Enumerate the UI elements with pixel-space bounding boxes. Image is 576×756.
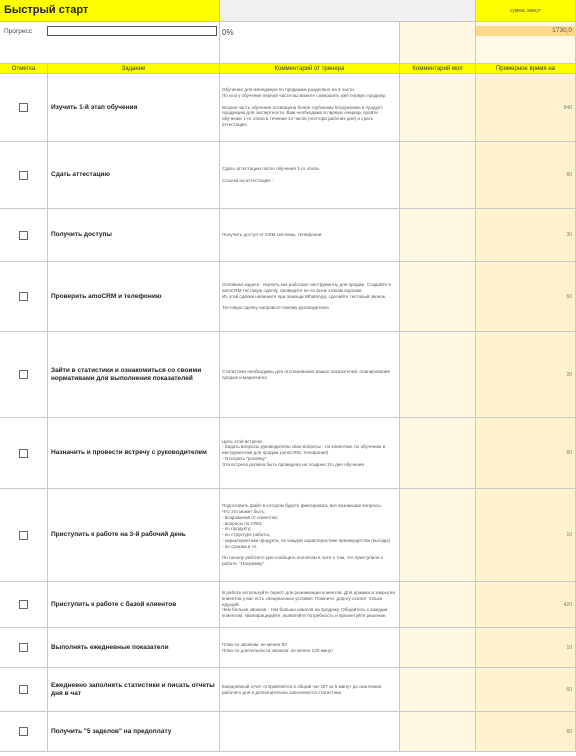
trainer-comment — [220, 668, 400, 712]
mop-comment-field[interactable] — [400, 332, 476, 418]
time-value: 60 — [476, 262, 576, 332]
trainer-comment — [220, 628, 400, 668]
progress-label: Прогресс — [4, 28, 33, 35]
trainer-comment-text: Статистики необходимы для отслеживания ваших показателей, планирования продаж и маркетинга — [222, 368, 390, 380]
mark-cell — [0, 712, 48, 752]
trainer-comment-text: Цель этой встречи: - Задать вопросы руководителю свои вопросы - по клиентам, по обучению и инструментам для продаж (amoCRM, телефония) - Отыграть "ролевку" Эта встреча должна быть проведена не позднее 2го дня обучения — [222, 438, 386, 467]
total-label: сумма, минут — [476, 0, 576, 22]
trainer-comment — [220, 209, 400, 262]
header-blank-cream — [400, 22, 476, 64]
mark-cell — [0, 142, 48, 209]
task-checkbox[interactable] — [19, 727, 28, 736]
trainer-comment — [220, 712, 400, 752]
time-value: 10 — [476, 489, 576, 582]
trainer-comment — [220, 582, 400, 628]
trainer-comment — [220, 418, 400, 489]
time-value: 420 — [476, 582, 576, 628]
task-label: Изучить 1-й этап обучения — [48, 74, 220, 142]
progress-input[interactable] — [47, 26, 217, 36]
task-checkbox[interactable] — [19, 370, 28, 379]
mark-cell — [0, 418, 48, 489]
mop-comment-field[interactable] — [400, 582, 476, 628]
task-label: Приступить к работе на 3-й рабочий день — [48, 489, 220, 582]
trainer-comment — [220, 332, 400, 418]
mark-cell — [0, 489, 48, 582]
progress-area — [0, 22, 220, 64]
col-header-mark: Отметка — [0, 64, 48, 74]
task-label: Приступить к работе с базой клиентов — [48, 582, 220, 628]
mop-comment-field[interactable] — [400, 628, 476, 668]
trainer-comment-text: Основная задача - изучить как работают инструменты для продаж. Создайте в amoCRM тестовую сделку, проведите ее по всем этапам воронки. Из этой сделки напишите при помощи WhatsApp, сделайте тестовый звонок. Тестовую сделку направьте своему руководителю — [222, 282, 391, 311]
task-checkbox[interactable] — [19, 231, 28, 240]
trainer-comment-text: План по звонкам: не менее 50 План по длительности звонков: не менее 120 минут — [222, 641, 334, 653]
progress-value: 0% — [222, 28, 234, 37]
trainer-comment-text: Обучение для менеджера по продажам разделено на 2 части. По итогу обучения первой части вы можете совершить уже первую продажу. Вторая часть обучения посвящена более глубокому погружению в продукт, продукцию для экспертности. Вам необходимо в первую очередь пройти обучение 1-го этапа в течении 14 часов (полтора рабочих дня) и сдать аттестацию — [222, 87, 386, 127]
mop-comment-field[interactable] — [400, 262, 476, 332]
trainer-comment — [220, 489, 400, 582]
mark-cell — [0, 262, 48, 332]
task-checkbox[interactable] — [19, 449, 28, 458]
trainer-comment-text: Ежедневный отчет отправляется в общий чат ОП за 5 минут до окончания рабочего дня и дополнительно заполняются статистики — [222, 683, 382, 695]
mop-comment-field[interactable] — [400, 668, 476, 712]
task-label: Выполнять ежедневные показатели — [48, 628, 220, 668]
mark-cell — [0, 332, 48, 418]
trainer-comment-text: Получить доступ от CRM системы, телефонии — [222, 232, 322, 238]
mop-comment-field[interactable] — [400, 712, 476, 752]
task-checkbox[interactable] — [19, 600, 28, 609]
mop-comment-field[interactable] — [400, 418, 476, 489]
time-value: 10 — [476, 628, 576, 668]
task-checkbox[interactable] — [19, 103, 28, 112]
time-value: 60 — [476, 712, 576, 752]
mark-cell — [0, 668, 48, 712]
task-label: Проверить amoCRM и телефонию — [48, 262, 220, 332]
mop-comment-field[interactable] — [400, 74, 476, 142]
trainer-comment — [220, 74, 400, 142]
time-value: 940 — [476, 74, 576, 142]
mark-cell — [0, 74, 48, 142]
mark-cell — [0, 628, 48, 668]
mop-comment-field[interactable] — [400, 209, 476, 262]
progress-value-cell — [220, 22, 400, 64]
trainer-comment-text: В работе используйте скрипт для реанимации клиентов. Для дожима и закрытия клиентов у вас есть специальные условия. Помните, дорогу осилит только идущий. Чем больше звонков - тем больше шансов на продажу. Общайтесь с каждым клиентом, квалифицируйте, выявляйте потребность и презентуйте решение. — [222, 590, 395, 619]
total-value-cell — [476, 22, 576, 64]
trainer-comment-text: Подготовить файл в котором будете фиксировать все возникшие вопросы. Что это может быть: - возражения от клиентов; - вопросы по CRM; - по продукту; - по структуре работы; - характеристики продукта, по каждой характеристике преимущества (выгоды) - по срокам и тп. По началу рабочего дня сообщить коллегам в чате о том, что приступили к работе. "Например" — [222, 503, 391, 567]
mop-comment-field[interactable] — [400, 489, 476, 582]
mop-comment-field[interactable] — [400, 142, 476, 209]
sheet-title: Быстрый старт — [0, 0, 220, 22]
header-blank — [220, 0, 476, 22]
time-value: 30 — [476, 209, 576, 262]
trainer-comment-text: Сдать аттестацию после обучения 1-го этапа. Ссылка на аттестацию - — [222, 166, 320, 183]
task-checkbox[interactable] — [19, 643, 28, 652]
time-value: 60 — [476, 418, 576, 489]
trainer-comment — [220, 142, 400, 209]
time-value: 60 — [476, 142, 576, 209]
task-label: Получить доступы — [48, 209, 220, 262]
trainer-comment — [220, 262, 400, 332]
col-header-time: Примерное время на — [476, 64, 576, 74]
task-checkbox[interactable] — [19, 531, 28, 540]
total-value: 1730,0 — [552, 27, 572, 34]
task-checkbox[interactable] — [19, 685, 28, 694]
task-label: Назначить и провести встречу с руководителем — [48, 418, 220, 489]
mark-cell — [0, 582, 48, 628]
task-label: Ежедневно заполнять статистики и писать отчеты дня в чат — [48, 668, 220, 712]
time-value: 60 — [476, 668, 576, 712]
task-checkbox[interactable] — [19, 292, 28, 301]
col-header-task: Задание — [48, 64, 220, 74]
col-header-trainer-comment: Комментарий от тренера — [220, 64, 400, 74]
task-label: Сдать аттестацию — [48, 142, 220, 209]
task-checkbox[interactable] — [19, 171, 28, 180]
task-label: Получить "5 заделов" на предоплату — [48, 712, 220, 752]
col-header-mop-comment: Комментарий моп — [400, 64, 476, 74]
time-value: 20 — [476, 332, 576, 418]
task-label: Зайти в статистики и ознакомиться со своими нормативами для выполнения показателей — [48, 332, 220, 418]
mark-cell — [0, 209, 48, 262]
